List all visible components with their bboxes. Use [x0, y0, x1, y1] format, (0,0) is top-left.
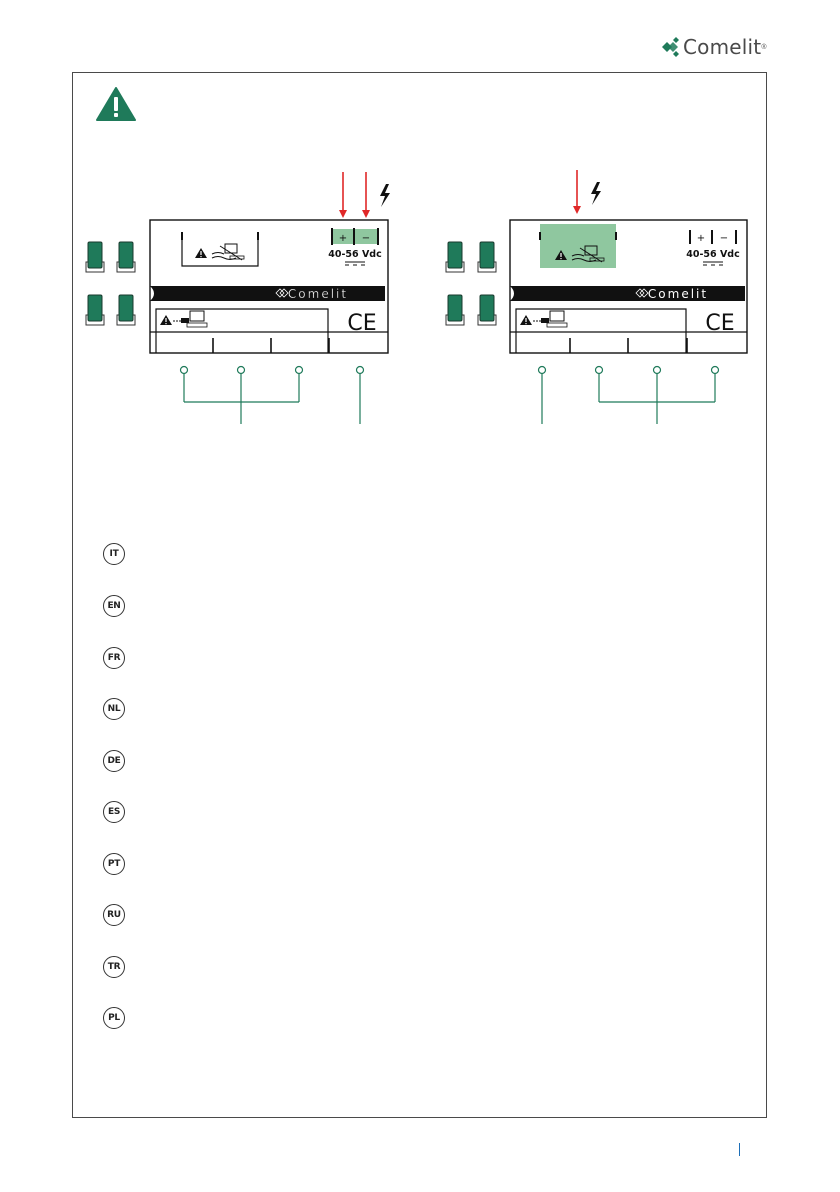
- language-badge-nl: [103, 698, 125, 720]
- ce-mark-icon: CE: [705, 311, 735, 336]
- jumper: [86, 295, 104, 325]
- language-badge-fr: [103, 647, 125, 669]
- language-badge-pt: [103, 853, 125, 875]
- brand-band: Comelit: [647, 287, 709, 301]
- language-badge-pl: [103, 1007, 125, 1029]
- warning-triangle-icon: [95, 86, 137, 122]
- language-code: FR: [103, 647, 125, 669]
- terminal-minus: −: [719, 233, 729, 244]
- language-code: IT: [103, 543, 125, 565]
- terminal-plus: +: [696, 233, 706, 244]
- jumper: [446, 295, 464, 325]
- jumper: [117, 295, 135, 325]
- brand-band: Comelit: [287, 287, 349, 301]
- red-arrow-plus: [339, 172, 347, 218]
- jumper: [478, 295, 496, 325]
- red-arrow-minus: [362, 172, 370, 218]
- language-badge-tr: [103, 956, 125, 978]
- page-marker: [739, 1143, 740, 1156]
- language-code: EN: [103, 595, 125, 617]
- language-badge-ru: [103, 904, 125, 926]
- language-badge-es: [103, 801, 125, 823]
- red-arrow-network: [573, 170, 581, 214]
- jumper: [117, 242, 135, 272]
- language-code: PT: [103, 853, 125, 875]
- language-code: ES: [103, 801, 125, 823]
- jumper: [446, 242, 464, 272]
- voltage-label: 40-56 Vdc: [686, 249, 740, 260]
- language-code: TR: [103, 956, 125, 978]
- terminal-plus: +: [338, 233, 348, 244]
- voltage-label: 40-56 Vdc: [328, 249, 382, 260]
- logo-registered: ®: [761, 43, 767, 51]
- logo-text: Comelit: [683, 35, 762, 59]
- left-device: [86, 172, 390, 424]
- language-code: DE: [103, 750, 125, 772]
- lightning-icon: [380, 184, 390, 207]
- jumper: [478, 242, 496, 272]
- left-connection-group: [181, 367, 364, 425]
- language-code: RU: [103, 904, 125, 926]
- language-badge-de: [103, 750, 125, 772]
- language-code: PL: [103, 1007, 125, 1029]
- right-connection-group: [539, 367, 719, 425]
- ce-mark-icon: CE: [347, 311, 377, 336]
- device-diagram: [80, 160, 760, 440]
- comelit-logo-icon: [660, 37, 682, 57]
- jumper: [86, 242, 104, 272]
- terminal-minus: −: [361, 233, 371, 244]
- language-badge-en: [103, 595, 125, 617]
- right-device: [446, 170, 747, 424]
- language-badge-it: [103, 543, 125, 565]
- comelit-logo: [660, 34, 767, 60]
- language-code: NL: [103, 698, 125, 720]
- lightning-icon: [591, 182, 601, 205]
